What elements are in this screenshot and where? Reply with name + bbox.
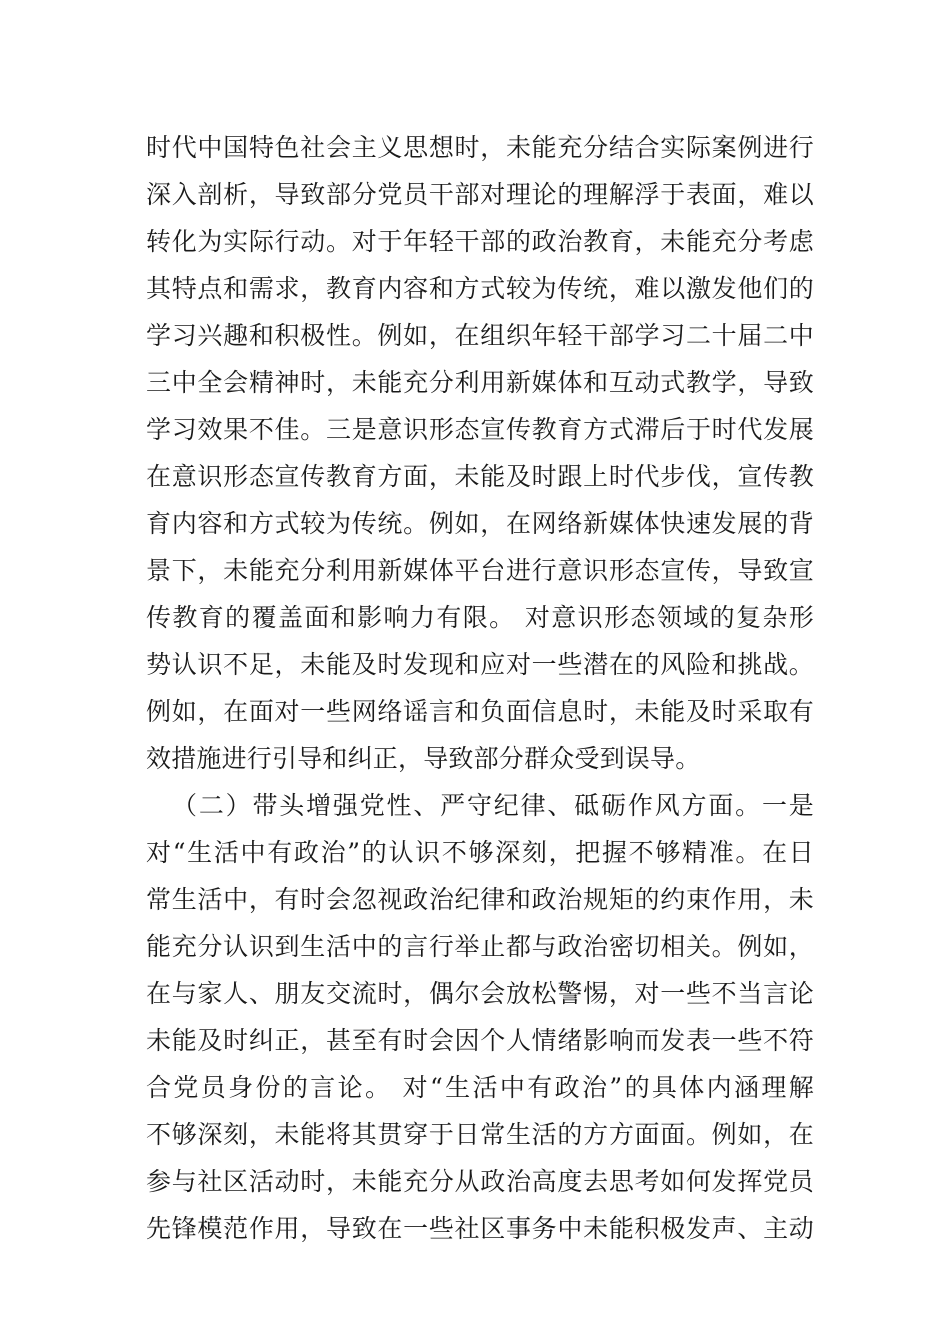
- text-line: 不够深刻，未能将其贯穿于日常生活的方方面面。例如，在: [146, 1120, 814, 1149]
- text-line: 在与家人、朋友交流时，偶尔会放松警惕，对一些不当言论: [146, 979, 814, 1008]
- text-line: 育内容和方式较为传统。例如，在网络新媒体快速发展的背: [146, 509, 814, 538]
- text-line: 势认识不足，未能及时发现和应对一些潜在的风险和挑战。: [146, 650, 814, 679]
- text-line: 例如，在面对一些网络谣言和负面信息时，未能及时采取有: [146, 697, 814, 726]
- text-line: 深入剖析，导致部分党员干部对理论的理解浮于表面，难以: [146, 180, 814, 209]
- text-line: 三中全会精神时，未能充分利用新媒体和互动式教学，导致: [146, 368, 814, 397]
- text-line: 其特点和需求，教育内容和方式较为传统，难以激发他们的: [146, 274, 814, 303]
- text-line: 能充分认识到生活中的言行举止都与政治密切相关。例如，: [146, 932, 814, 961]
- text-line: 合党员身份的言论。 对“生活中有政治”的具体内涵理解: [146, 1073, 814, 1102]
- text-line: 学习效果不佳。三是意识形态宣传教育方式滞后于时代发展: [146, 415, 814, 444]
- text-line: 转化为实际行动。对于年轻干部的政治教育，未能充分考虑: [146, 227, 814, 256]
- text-line: 景下，未能充分利用新媒体平台进行意识形态宣传，导致宣: [146, 556, 814, 585]
- text-line: 先锋模范作用，导致在一些社区事务中未能积极发声、主动: [146, 1214, 814, 1243]
- text-line: 在意识形态宣传教育方面，未能及时跟上时代步伐，宣传教: [146, 462, 814, 491]
- text-line: 效措施进行引导和纠正，导致部分群众受到误导。: [146, 744, 701, 773]
- text-line: 参与社区活动时，未能充分从政治高度去思考如何发挥党员: [146, 1167, 814, 1196]
- text-line: 未能及时纠正，甚至有时会因个人情绪影响而发表一些不符: [146, 1026, 814, 1055]
- section-heading-line: （二）带头增强党性、严守纪律、砥砺作风方面。一是: [172, 791, 814, 820]
- text-line: 传教育的覆盖面和影响力有限。 对意识形态领域的复杂形: [146, 603, 814, 632]
- body-text: [146, 124, 814, 1252]
- text-line: 时代中国特色社会主义思想时，未能充分结合实际案例进行: [146, 133, 814, 162]
- text-line: 学习兴趣和积极性。例如，在组织年轻干部学习二十届二中: [146, 321, 814, 350]
- text-line: 常生活中，有时会忽视政治纪律和政治规矩的约束作用，未: [146, 885, 814, 914]
- text-line: 对“生活中有政治”的认识不够深刻，把握不够精准。在日: [146, 838, 814, 867]
